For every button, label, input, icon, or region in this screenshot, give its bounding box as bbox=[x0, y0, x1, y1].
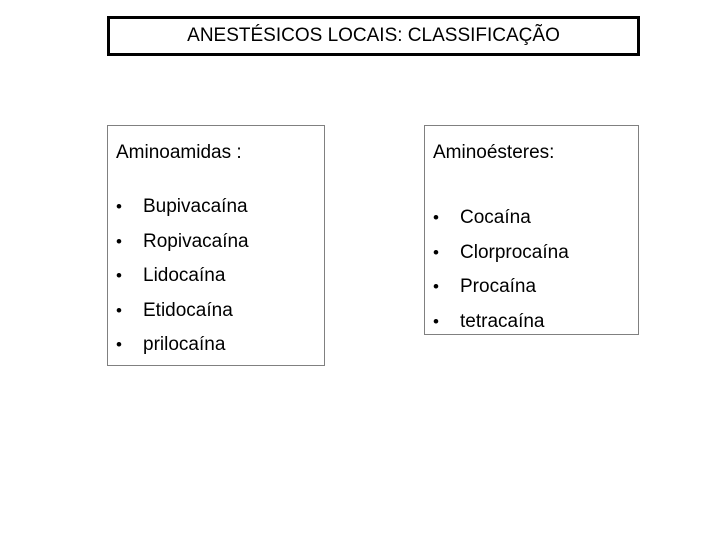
drug-name: Ropivacaína bbox=[143, 230, 249, 252]
aminoesteres-heading: Aminoésteres: bbox=[433, 142, 555, 163]
bullet-icon: • bbox=[433, 311, 439, 331]
list-item bbox=[116, 225, 249, 260]
aminoamidas-panel bbox=[107, 125, 325, 366]
title-box bbox=[107, 16, 640, 56]
bullet-icon: • bbox=[116, 335, 122, 355]
drug-name: Clorprocaína bbox=[460, 241, 569, 263]
aminoesteres-list bbox=[433, 201, 569, 339]
list-item bbox=[433, 270, 569, 305]
list-item bbox=[433, 305, 569, 340]
drug-name: prilocaína bbox=[143, 334, 226, 356]
page-title: ANESTÉSICOS LOCAIS: CLASSIFICAÇÃO bbox=[187, 25, 560, 46]
drug-name: Bupivacaína bbox=[143, 196, 248, 218]
bullet-icon: • bbox=[433, 208, 439, 228]
bullet-icon: • bbox=[116, 300, 122, 320]
aminoamidas-heading: Aminoamidas : bbox=[116, 142, 242, 163]
bullet-icon: • bbox=[116, 266, 122, 286]
bullet-icon: • bbox=[116, 197, 122, 217]
list-item bbox=[116, 190, 249, 225]
bullet-icon: • bbox=[433, 277, 439, 297]
drug-name: Cocaína bbox=[460, 207, 531, 229]
drug-name: Etidocaína bbox=[143, 299, 233, 321]
aminoesteres-panel bbox=[424, 125, 639, 335]
drug-name: Lidocaína bbox=[143, 265, 226, 287]
drug-name: tetracaína bbox=[460, 310, 545, 332]
list-item bbox=[116, 294, 249, 329]
bullet-icon: • bbox=[116, 231, 122, 251]
list-item bbox=[116, 259, 249, 294]
list-item bbox=[433, 201, 569, 236]
list-item bbox=[116, 328, 249, 363]
list-item bbox=[433, 236, 569, 271]
drug-name: Procaína bbox=[460, 276, 537, 298]
aminoamidas-list bbox=[116, 190, 249, 363]
bullet-icon: • bbox=[433, 242, 439, 262]
